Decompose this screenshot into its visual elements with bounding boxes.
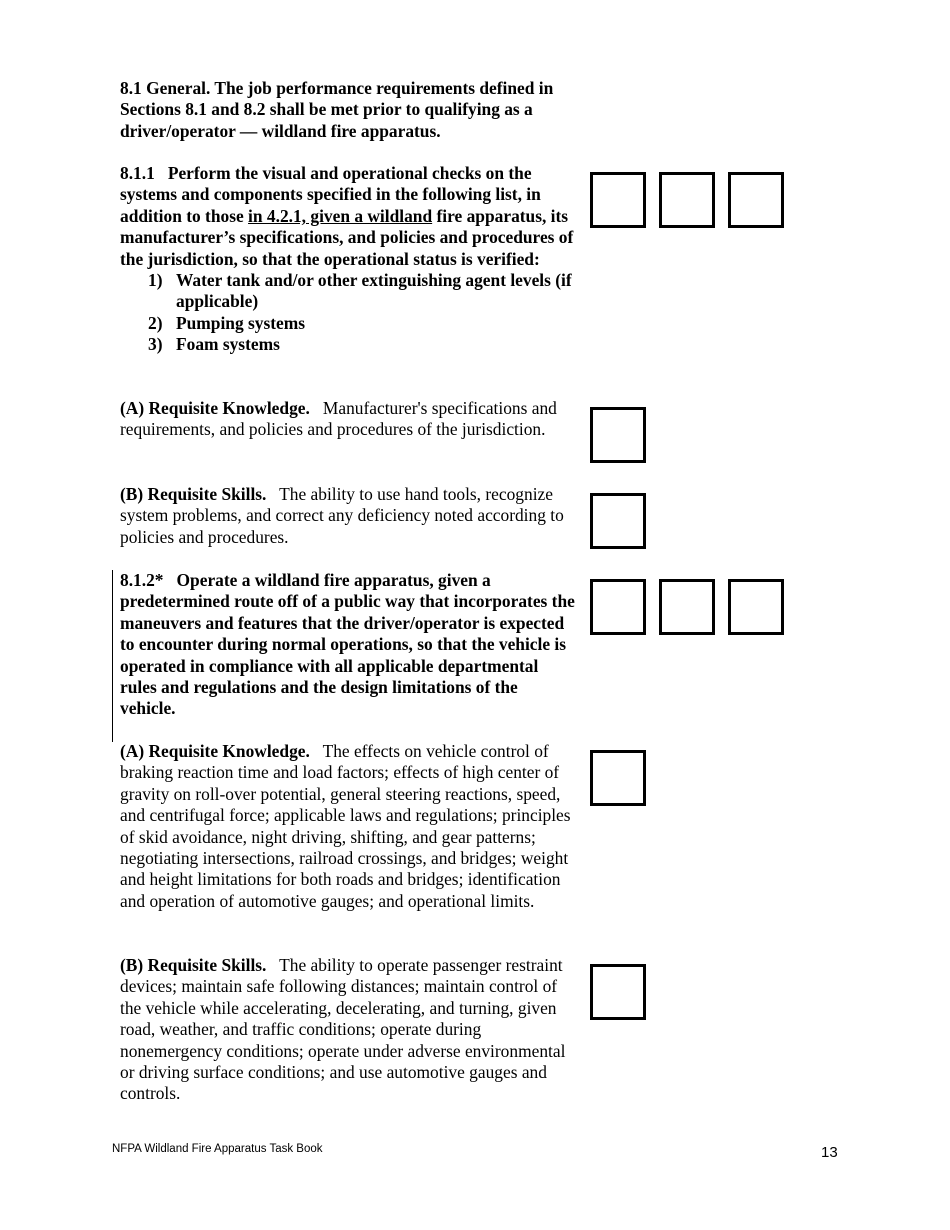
revision-bar [112,570,113,742]
list-item-number: 3) [148,334,163,355]
knowledge-text: Manufacturer's specifications and requirements, and policies and procedures of the jurisdiction. [120,398,557,440]
skills-text: The ability to use hand tools, recognize system problems, and correct any deficiency noted according to policies and procedures. [120,484,564,547]
knowledge-label: (A) Requisite Knowledge. [120,741,310,761]
section-number: 8.1.1 [120,163,155,183]
signoff-checkbox[interactable] [728,579,784,635]
signoff-checkbox[interactable] [590,579,646,635]
section-number: 8.1.2* [120,570,164,590]
check-list [120,270,575,356]
list-item-text: Foam systems [176,334,280,355]
list-item-number: 2) [148,312,163,333]
section-8-1-1 [120,163,575,356]
signoff-checkbox[interactable] [659,579,715,635]
signoff-checkbox[interactable] [590,493,646,549]
section-8-1-general [120,78,575,142]
signoff-checkbox[interactable] [590,750,646,806]
statement-text-before: Perform the visual and operational checks on the systems and components specified in the following list, in addition to those [120,163,541,226]
list-item-text: Pumping systems [176,312,305,333]
list-item-text: Water tank and/or other extinguishing agent levels (if applicable) [176,270,572,312]
section-8-1-1-skills [120,484,575,548]
section-8-1-2 [120,570,575,720]
skills-label: (B) Requisite Skills. [120,484,267,504]
knowledge-label: (A) Requisite Knowledge. [120,398,310,418]
page-number: 13 [821,1144,838,1161]
section-8-1-1-statement [120,163,575,270]
knowledge-text: The effects on vehicle control of braking reaction time and load factors; effects of high center of gravity on roll-over potential, general steering reactions, speed, and centrifugal force; applicable laws and regulations; principles of skid avoidance, night driving, shifting, and gear patterns; negotiating intersections, railroad crossings, and bridges; weight and height limitations for both roads and bridges; identification and operation of automotive gauges; and operational limits. [120,741,571,911]
list-item-number: 1) [148,270,163,291]
list-item [120,313,575,334]
statement-underlined-text: in 4.2.1, given a wildland [248,205,433,226]
section-8-1-1-knowledge [120,398,575,441]
skills-label: (B) Requisite Skills. [120,955,267,975]
skills-text: The ability to operate passenger restraint devices; maintain safe following distances; maintain control of the vehicle while accelerating, decelerating, and turning, given road, weather, and traffic conditions; operate during nonemergency conditions; operate under adverse environmental or driving surface conditions; and use automotive gauges and controls. [120,955,566,1104]
list-item [120,334,575,355]
general-text: 8.1 General. The job performance requirements defined in Sections 8.1 and 8.2 shall be met prior to qualifying as a driver/operator — wildland fire apparatus. [120,78,554,141]
statement-text-after: fire apparatus, its manufacturer’s specifications, and policies and procedures of the jurisdiction, so that the operational status is verified: [120,205,574,269]
section-8-1-2-skills [120,955,575,1105]
signoff-checkbox[interactable] [590,407,646,463]
section-8-1-2-knowledge [120,741,575,912]
signoff-checkbox[interactable] [590,172,646,228]
signoff-checkbox[interactable] [590,964,646,1020]
statement-text: Operate a wildland fire apparatus, given a predetermined route off of a public way that incorporates the maneuvers and features that the driver/operator is expected to encounter during normal operations, so that the vehicle is operated in compliance with all applicable departmental rules and regulations and the design limitations of the vehicle. [120,570,575,719]
signoff-checkbox[interactable] [659,172,715,228]
signoff-checkbox[interactable] [728,172,784,228]
footer-title: NFPA Wildland Fire Apparatus Task Book [112,1143,323,1155]
list-item [120,270,575,313]
